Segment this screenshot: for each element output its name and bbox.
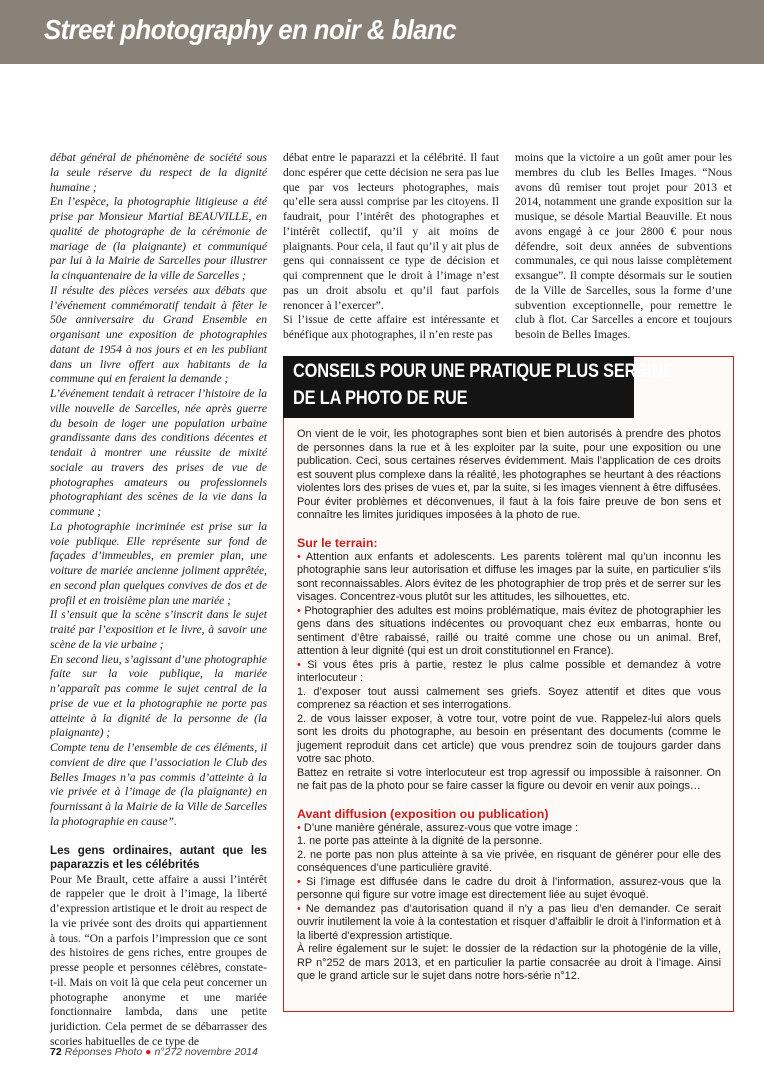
advice-bullet-text: Si l’image est diffusée dans le cadre du droit à l’information, assurez-vous que la personne qui figure sur votre image est directement liée au sujet évoqué. [297,875,721,901]
article-paragraph: Compte tenu de l’ensemble de ces éléments, il convient de dire que l’association le Club des Belles Images n’a pas commis d’atteinte à la vie privée et à l’image de (la plaignante) en fournissant à la Mairie de la Ville de Sarcelles la photographie en cause”. [50,741,267,828]
article-column-3 [515,151,732,343]
bullet-icon: • [297,875,306,888]
article-paragraph: débat général de phénomène de société sous la seule réserve du respect de la dignité humaine ; [50,151,267,194]
bullet-icon: ● [145,1046,152,1058]
article-column-1 [50,151,267,1050]
article-paragraph: moins que la victoire a un goût amer pour les membres du club les Belles Images. “Nous avons dû remiser tout projet pour 2013 et 2014, notamment une grande exposition sur la musique, se désole Martial Beauville. Et nous avons engagé à ce jour 2800 € pour nous défendre, soit deux années de subventions communales, ce qui nous laisse complètement exsangue”. Il compte désormais sur le soutien de la Ville de Sarcelles, sous la forme d’une subvention exceptionnelle, pour remettre le club à flot. Car Sarcelles a encore et toujours besoin de Belles Images. [515,151,732,341]
advice-bullet-text: Photographier des adultes est moins problématique, mais évitez de photographier les gens dans des situations indécentes ou provoquant chez eux embarras, honte ou sentiment d’être rabaissé, raillé ou traité comme une chose ou un animal. Bref, attention à leur dignité (qui est un droit constitutionnel en France). [297,604,721,657]
advice-bullet [297,822,721,836]
section-title: Street photography en noir & blanc [44,14,457,45]
article-paragraph: débat entre le paparazzi et la célébrité. Il faut donc espérer que cette décision ne sera pas lue que par vos lecteurs photographes, mais qu’elle sera aussi comprise par les citoyens. Il faudrait, pour l’intérêt des photographes et l’intérêt collectif, qu’il y ait moins de plaignants. Pour cela, il faut qu’il y ait plus de gens qui connaissent ce type de décision et qui comprennent que le droit à l’image n’est pas un droit absolu et qu’il faut parfois renoncer à l’exercer”. [283,151,499,312]
article-paragraph: Pour Me Brault, cette affaire a aussi l’intérêt de rappeler que le droit à l’image, la liberté d’expression artistique et le droit au respect de la vie privée sont des droits qui appartiennent à tous. “On a parfois l’impression que ce sont des histoires de gens riches, entre groupes de presse people et personnes célèbres, constate-t-il. Mais on voit là que cela peut concerner un photographe anonyme et une mariée fonctionnaire lambda, dans une petite juridiction. Cela permet de se débarrasser des scories habituelles de ce type de [50,872,267,1048]
advice-bullet-text: Ne demandez pas d’autorisation quand il n’y a pas lieu d’en demander. Ce serait ouvrir inutilement la voie à la contestation et risquer d’affaiblir le droit à l’information et à la liberté d’expression artistique. [297,902,721,942]
advice-bullet [297,876,721,903]
advice-bullet [297,605,721,659]
page-header [0,0,764,64]
article-paragraph: L’événement tendait à retracer l’histoire de la ville nouvelle de Sarcelles, née après guerre du besoin de loger une population urbaine grandissante dans des conditions décentes et tendait à montrer une réussite de mixité sociale au travers des prises de vue de photographes amateurs ou professionnels photographiant des scènes de la vie dans la commune ; [50,387,267,518]
advice-bullet-text: D’une manière générale, assurez-vous que votre image : [303,821,579,834]
advice-bullet [297,551,721,605]
advice-intro: On vient de le voir, les photographes sont bien et bien autorisés à prendre des photos de personnes dans la rue et à les exploiter par la suite, pour une exposition ou une publication. Ceci, sous certaines réserves évidemment. Mais l’application de ces droits est souvent plus complexe dans la réalité, les photographes se heurtant à des réactions violentes lors des prises de vues et, par la suite, si les images viennent à être diffusées. Pour éviter problèmes et déconvenues, il faut à la fois faire preuve de bon sens et connaître les limites juridiques imposées à la photo de rue. [297,428,721,521]
advice-numbered-item: 2. de vous laisser exposer, à votre tour, votre point de vue. Rappelez-lui alors quels sont les droits du photographe, au besoin en présentant des documents (comme le jugement reproduit dans cet article) que vous prendrez soin de toujours garder dans votre sac photo. [297,712,721,765]
page-footer [50,1046,258,1058]
advice-bullet [297,659,721,686]
magazine-name: Réponses Photo [64,1046,143,1058]
advice-box-title [283,356,674,418]
advice-numbered-item: 2. ne porte pas non plus atteinte à sa vie privée, en risquant de générer pour elle des conséquences d’une particulière gravité. [297,848,721,874]
article-paragraph: En second lieu, s’agissant d’une photographie faite sur la voie publique, la mariée n’apparaît pas comme le sujet central de la prise de vue et la photographie ne porte pas atteinte à la dignité de la personne de (la plaignante) ; [50,652,267,740]
bullet-icon: • [297,658,308,671]
advice-bullet [297,903,721,944]
advice-title-line-1: CONSEILS POUR UNE PRATIQUE PLUS SEREINE [293,360,674,382]
advice-paragraph: À relire également sur le sujet: le dossier de la rédaction sur la photogénie de la ville, RP n°252 de mars 2013, et en particulier la partie consacrée au droit à l’image. Ainsi que le grand article sur le sujet dans notre hors-série n°12. [297,943,721,982]
advice-paragraph: Battez en retraite si votre interlocuteur est trop agressif ou impossible à raisonner. On ne fait pas de la photo pour se faire casser la figure ou devoir en venir aux poings… [297,766,721,792]
article-paragraph: Si l’issue de cette affaire est intéressante et bénéfique aux photographes, il n’en reste pas [283,313,499,341]
advice-bullet-text: Attention aux enfants et adolescents. Les parents tolèrent mal qu’un inconnu les photographie sans leur autorisation et diffuse les images par la suite, en particulier s’ils sont reconnaissables. Alors évitez de les photographier de trop près et de serrer sur les visages. Concentrez-vous plutôt sur les attitudes, les silhouettes, etc. [297,550,721,603]
page-number: 72 [50,1046,62,1058]
advice-bullet-text: Si vous êtes pris à partie, restez le plus calme possible et demandez à votre interlocuteur : [297,658,721,684]
advice-title-line-2: DE LA PHOTO DE RUE [293,387,468,409]
article-column-2 [283,151,499,343]
issue-info: n°272 novembre 2014 [154,1046,258,1058]
bullet-icon: • [297,902,306,915]
advice-numbered-item: 1. ne porte pas atteinte à la dignité de la personne. [297,835,543,847]
advice-box-body [297,428,721,984]
bullet-icon: • [297,604,305,617]
advice-numbered-item: 1. d’exposer tout aussi calmement ses griefs. Soyez attentif et dites que vous comprenez sa réaction et ses interrogations. [297,685,721,711]
article-subheading: Les gens ordinaires, autant que les paparazzis et les célébrités [50,843,267,871]
advice-heading-terrain: Sur le terrain: [297,535,378,550]
article-paragraph: En l’espèce, la photographie litigieuse a été prise par Monsieur Martial BEAUVILLE, en qualité de photographe de la cérémonie de mariage de (la plaignante) et communiqué par lui à la Mairie de Sarcelles pour illustrer la cinquantenaire de la ville de Sarcelles ; [50,195,267,282]
bullet-icon: • [297,821,304,834]
advice-heading-diffusion: Avant diffusion (exposition ou publication) [297,806,549,821]
article-paragraph: Il s’ensuit que la scène s’inscrit dans le sujet traité par l’exposition et le livre, à savoir une scène de la vie urbaine ; [50,608,267,651]
article-paragraph: Il résulte des pièces versées aux débats que l’événement commémoratif tendait à fêter le 50e anniversaire du Grand Ensemble en organisant une exposition de photographies datant de 1954 à nos jours et en les publiant dans un livre offert aux habitants de la commune qui en feraient la demande ; [50,283,267,386]
bullet-icon: • [297,550,306,563]
article-paragraph: La photographie incriminée est prise sur la voie publique. Elle représente sur fond de façades d’immeubles, en premier plan, une voiture de mariée ancienne joliment apprêtée, en second plan quelques convives de dos et de profil et en troisième plan une mariée ; [50,519,267,607]
